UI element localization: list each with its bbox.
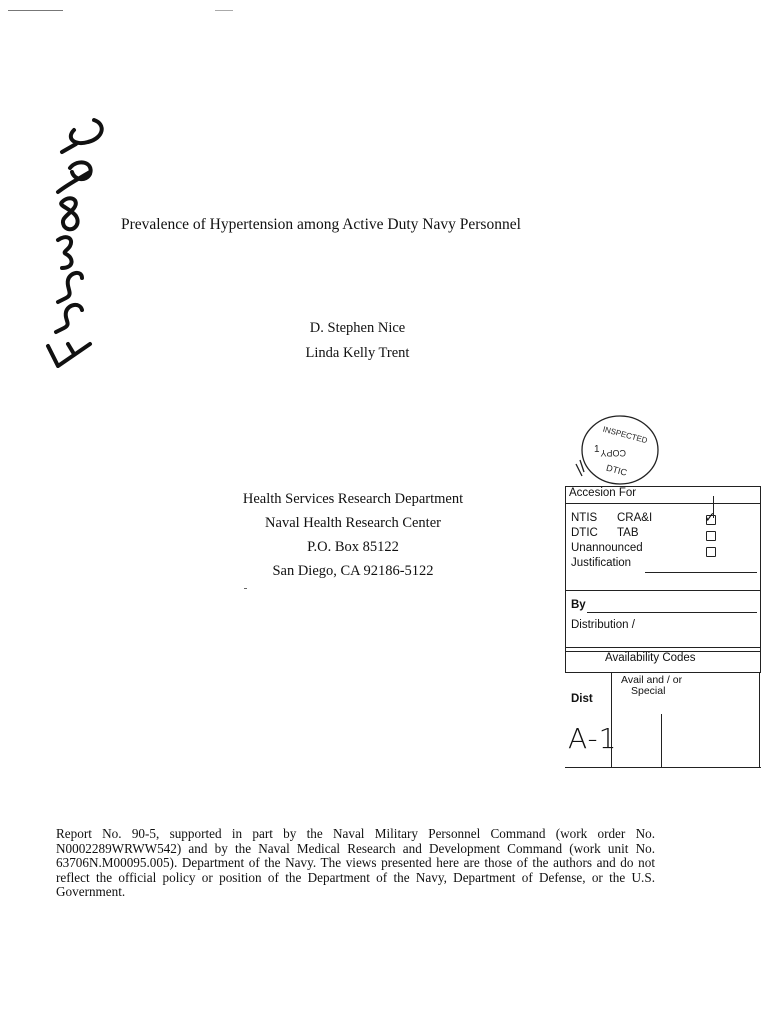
dist-label: Dist — [571, 693, 593, 705]
form-right-border — [759, 673, 760, 767]
dtic-inspection-stamp — [572, 412, 660, 488]
svg-text:DTIC: DTIC — [605, 462, 629, 478]
svg-text:1: 1 — [594, 444, 600, 455]
avail-label: Avail and / or — [621, 674, 683, 686]
form-item-value: CRA&I — [617, 512, 653, 524]
handwritten-dist-entry: A-1 — [568, 722, 618, 755]
distribution-label: Distribution / — [571, 619, 635, 631]
availability-codes-label: Availability Codes — [605, 652, 696, 664]
accession-form — [565, 486, 761, 769]
author-list — [0, 316, 715, 366]
document-title: Prevalence of Hypertension among Active Duty Navy Personnel — [121, 216, 521, 233]
scan-artifact-line — [8, 10, 63, 11]
author-name: Linda Kelly Trent — [305, 345, 410, 361]
svg-text:INSPECTED: INSPECTED — [601, 424, 649, 446]
justification-label: Justification — [571, 557, 632, 569]
form-item-label: DTIC — [571, 527, 598, 539]
by-label: By — [571, 599, 586, 611]
special-label: Special — [631, 685, 666, 697]
scan-artifact-dots — [215, 10, 233, 11]
form-item-value: TAB — [617, 527, 639, 539]
justification-line — [645, 572, 757, 573]
institution-address — [218, 487, 488, 583]
author-name: D. Stephen Nice — [309, 320, 406, 336]
address-line: Health Services Research Department — [242, 491, 464, 507]
checkbox[interactable] — [706, 531, 716, 541]
address-line: P.O. Box 85122 — [307, 539, 399, 555]
by-line — [587, 612, 757, 613]
form-item-label: Unannounced — [571, 542, 643, 554]
check-mark-icon: ✓ — [704, 509, 716, 525]
address-line: Naval Health Research Center — [265, 515, 441, 531]
svg-text:COPY: COPY — [600, 448, 626, 458]
form-item-label: NTIS — [571, 512, 598, 524]
stray-mark — [244, 588, 247, 589]
report-notice: Report No. 90-5, supported in part by the Naval Military Personnel Command (work order No. N0002289WRWW542) and by the Naval Medical Research and Development Command (work unit No. 63706N.M00095.005). Department of the Navy. The views presented here are those of the authors and do not reflect the official policy or position of the Department of the Navy, Department of Defense, or the U.S. Government. — [56, 826, 655, 899]
checkbox[interactable] — [706, 547, 716, 557]
address-line: San Diego, CA 92186-5122 — [272, 563, 434, 579]
form-column-divider — [661, 714, 662, 767]
form-divider — [565, 590, 761, 591]
form-divider — [565, 503, 761, 504]
form-bottom-line — [565, 767, 761, 768]
accession-form-header: Accesion For — [569, 487, 637, 499]
